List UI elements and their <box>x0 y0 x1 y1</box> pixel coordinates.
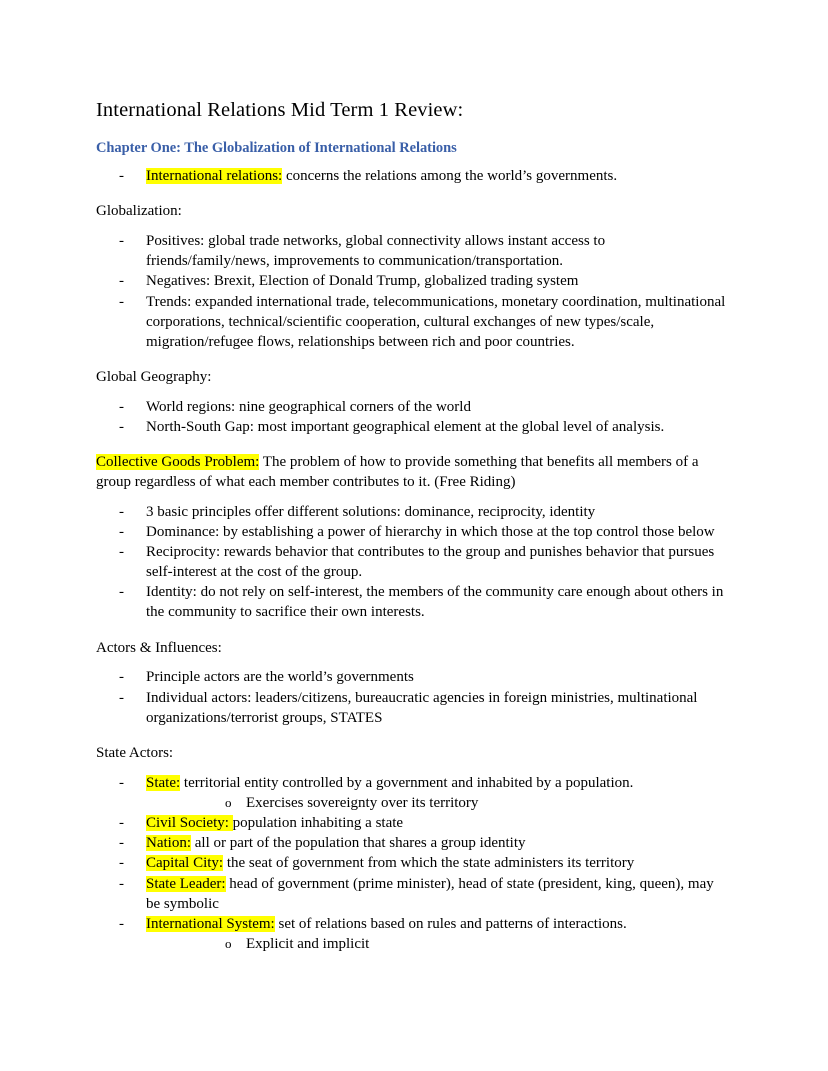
list-item <box>96 417 730 437</box>
dash-bullet-icon: - <box>119 273 124 290</box>
state-sub-list <box>146 934 730 954</box>
term-highlight: Capital City: <box>146 855 224 872</box>
list-item-text: World regions: nine geographical corners of the world <box>146 398 471 415</box>
collective-goods-list <box>96 502 730 623</box>
state-sub-list <box>146 793 730 813</box>
term-highlight: Collective Goods Problem: <box>96 454 260 471</box>
list-item <box>96 271 730 291</box>
circle-bullet-icon: o <box>225 936 232 952</box>
intro-bullet-list <box>96 166 730 186</box>
dash-bullet-icon: - <box>119 419 124 436</box>
dash-bullet-icon: - <box>119 875 124 892</box>
list-item <box>96 874 730 914</box>
term-definition: population inhabiting a state <box>232 815 404 832</box>
list-item-text: Individual actors: leaders/citizens, bureaucratic agencies in foreign ministries, multinational organizations/terrorist groups, STATES <box>146 689 698 726</box>
dash-bullet-icon: - <box>119 398 124 415</box>
section-label-actors-influences: Actors & Influences: <box>96 639 222 656</box>
dash-bullet-icon: - <box>119 168 124 185</box>
list-item <box>96 292 730 353</box>
term-definition: head of government (prime minister), head of state (president, king, queen), may be symbolic <box>146 875 714 912</box>
section-label-global-geography: Global Geography: <box>96 369 212 386</box>
dash-bullet-icon: - <box>119 503 124 520</box>
term-highlight: Civil Society: <box>146 815 233 832</box>
list-item <box>96 813 730 833</box>
dash-bullet-icon: - <box>119 584 124 601</box>
page-title: International Relations Mid Term 1 Review: <box>96 99 464 121</box>
globalization-list <box>96 231 730 352</box>
dash-bullet-icon: - <box>119 293 124 310</box>
actors-influences-list <box>96 667 730 728</box>
term-highlight: International System: <box>146 915 275 932</box>
dash-bullet-icon: - <box>119 523 124 540</box>
dash-bullet-icon: - <box>119 233 124 250</box>
dash-bullet-icon: - <box>119 815 124 832</box>
list-item <box>96 833 730 853</box>
list-item <box>96 522 730 542</box>
term-definition: the seat of government from which the state administers its territory <box>223 855 635 872</box>
list-item-text: Identity: do not rely on self-interest, the members of the community care enough about others in the community to sacrifice their own interests. <box>146 584 724 621</box>
term-highlight: State: <box>146 774 181 791</box>
dash-bullet-icon: - <box>119 835 124 852</box>
list-item-text: Trends: expanded international trade, telecommunications, monetary coordination, multinational corporations, technical/scientific cooperation, cultural exchanges of new types/scale, migration/refugee flows, relationships between rich and poor countries. <box>146 293 726 350</box>
list-item-text: 3 basic principles offer different solutions: dominance, reciprocity, identity <box>146 503 596 520</box>
term-definition: set of relations based on rules and patterns of interactions. <box>274 915 627 932</box>
list-item-text: Reciprocity: rewards behavior that contributes to the group and punishes behavior that pursues self-interest at the cost of the group. <box>146 543 715 581</box>
list-item <box>96 166 730 186</box>
list-item-text: Explicit and implicit <box>246 936 370 953</box>
list-item <box>96 231 730 271</box>
list-item-text: North-South Gap: most important geographical element at the global level of analysis. <box>146 419 665 436</box>
list-item-text: Dominance: by establishing a power of hierarchy in which those at the top control those below <box>146 523 715 540</box>
list-item-text: Exercises sovereignty over its territory <box>246 794 479 811</box>
term-definition: The problem of how to provide something that benefits all members of a group regardless of what each member contributes to it. (Free Riding) <box>96 454 699 491</box>
term-highlight: Nation: <box>146 835 191 852</box>
list-item <box>96 688 730 728</box>
dash-bullet-icon: - <box>119 689 124 706</box>
term-definition: territorial entity controlled by a government and inhabited by a population. <box>180 774 634 791</box>
list-item <box>96 853 730 873</box>
list-item-text: Negatives: Brexit, Election of Donald Trump, globalized trading system <box>146 273 579 290</box>
list-item-text: Principle actors are the world’s governments <box>146 669 414 686</box>
section-label-globalization: Globalization: <box>96 203 182 220</box>
circle-bullet-icon: o <box>225 794 232 810</box>
list-item <box>146 793 730 813</box>
list-item <box>96 582 730 622</box>
list-item-text: Positives: global trade networks, global connectivity allows instant access to friends/family/news, improvements to communication/transportation. <box>146 233 606 270</box>
list-item <box>146 934 730 954</box>
dash-bullet-icon: - <box>119 669 124 686</box>
term-definition: concerns the relations among the world’s governments. <box>282 168 618 185</box>
term-highlight: International relations: <box>146 168 283 185</box>
state-actors-list <box>96 773 730 955</box>
dash-bullet-icon: - <box>119 774 124 791</box>
term-definition: all or part of the population that shares a group identity <box>191 835 526 852</box>
chapter-one-heading: Chapter One: The Globalization of International Relations <box>96 140 457 156</box>
dash-bullet-icon: - <box>119 855 124 872</box>
list-item <box>96 542 730 582</box>
list-item <box>96 667 730 687</box>
dash-bullet-icon: - <box>119 543 124 560</box>
dash-bullet-icon: - <box>119 915 124 932</box>
collective-goods-paragraph <box>96 452 730 492</box>
term-highlight: State Leader: <box>146 875 226 892</box>
list-item <box>96 397 730 417</box>
section-label-state-actors: State Actors: <box>96 744 174 761</box>
global-geography-list <box>96 397 730 437</box>
list-item <box>96 502 730 522</box>
list-item <box>96 914 730 954</box>
list-item <box>96 773 730 813</box>
